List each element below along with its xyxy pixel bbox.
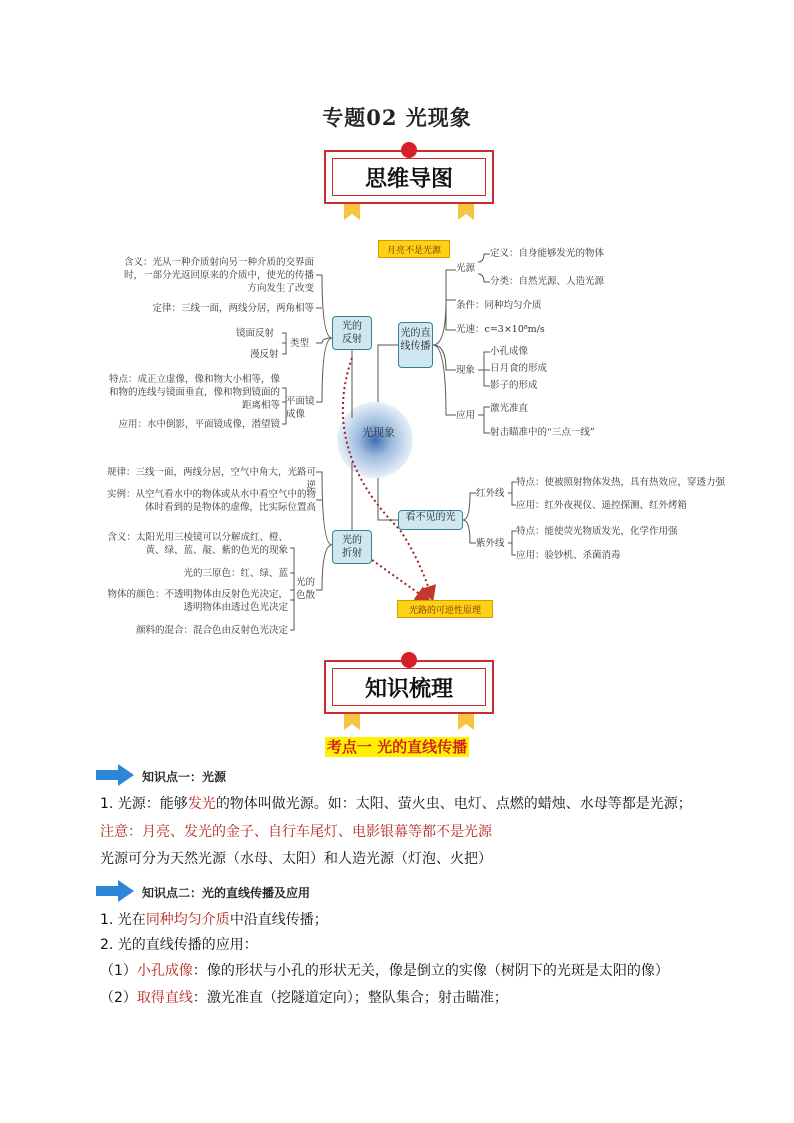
ir-label: 红外线 xyxy=(476,488,505,499)
kp2-l3-c: ：像的形状与小孔的形状无关，像是倒立的实像（树阴下的光斑是太阳的像） xyxy=(192,963,669,979)
kp2-text-b: 同种均匀介质 xyxy=(145,912,230,928)
pigment: 颜料的混合：混合色由反射色光决定 xyxy=(135,625,288,636)
condition: 条件：同种均匀介质 xyxy=(456,300,542,311)
uv-app: 应用：验钞机、杀菌消毒 xyxy=(516,550,621,561)
reflection-law: 定律：三线一面，两线分居，两角相等 xyxy=(152,303,314,314)
phen-1: 日月食的形成 xyxy=(490,363,548,374)
banner-dot xyxy=(401,652,417,668)
mindmap-center: 光现象 xyxy=(362,426,395,439)
dispersion-label: 光的色散 xyxy=(296,577,316,601)
kp2-l4-c: ：激光准直（挖隧道定向）；整队集合；射击瞄准； xyxy=(192,990,508,1006)
phen-0: 小孔成像 xyxy=(490,346,529,357)
mirror-label: 平面镜成像 xyxy=(286,396,315,420)
kp1-text-b: 发光 xyxy=(187,796,216,812)
kp1-title: 知识点一：光源 xyxy=(142,770,227,784)
phen-2: 影子的形成 xyxy=(490,380,538,391)
kp2-title: 知识点二：光的直线传播及应用 xyxy=(142,886,311,900)
mirror-feature: 特点：成正立虚像，像和物大小相等，像和物的连线与镜面垂直，像和物到镜面的距离相等 xyxy=(108,374,280,411)
kp1-line3: 光源可分为天然光源（水母、太阳）和人造光源（灯泡、火把） xyxy=(100,851,492,867)
uv-label: 紫外线 xyxy=(476,538,505,549)
dispersion-def: 含义：太阳光用三棱镜可以分解成红、橙、黄、绿、蓝、靛、紫的色光的现象 xyxy=(107,532,288,556)
mirror-app: 应用：水中倒影，平面镜成像，潜望镜 xyxy=(118,419,280,430)
kp2-line2: 2. 光的直线传播的应用： xyxy=(100,937,258,953)
center-circle xyxy=(337,402,413,478)
kp2-line1 xyxy=(100,910,328,930)
node-straight: 光的直线传播 xyxy=(398,322,433,368)
source-def: 定义：自身能够发光的物体 xyxy=(490,248,605,259)
app-1: 射击瞄准中的“三点一线” xyxy=(490,427,595,438)
kp1-text-c: 的物体叫做光源。如：太阳、萤火虫、电灯、点燃的蜡烛、水母等都是光源； xyxy=(215,796,692,812)
source-label: 光源 xyxy=(456,263,476,274)
source-class: 分类：自然光源、人造光源 xyxy=(490,276,605,287)
kp2-l3-a: （1） xyxy=(100,963,137,979)
kp2-l4-a: （2） xyxy=(100,990,137,1006)
kp2-line3 xyxy=(100,961,669,981)
page-title: 专题02 光现象 xyxy=(322,105,472,130)
app-label: 应用 xyxy=(456,410,476,421)
kp2-l3-b: 小孔成像 xyxy=(136,963,193,979)
kp2-text-c: 中沿直线传播； xyxy=(229,912,328,928)
object-color: 物体的颜色：不透明物体由反射色光决定，透明物体由透过色光决定 xyxy=(107,589,288,613)
type-label: 类型 xyxy=(290,338,310,349)
ir-feature: 特点：使被照射物体发热，具有热效应，穿透力强 xyxy=(516,477,726,488)
reflection-def: 含义：光从一种介质射向另一种介质的交界面时，一部分光返回原来的介质中，使光的传播方向发生了改变 xyxy=(123,257,314,294)
primaries: 光的三原色：红、绿、蓝 xyxy=(183,568,288,579)
kaodian-title xyxy=(0,736,794,757)
arrow-right-icon xyxy=(96,880,134,902)
kp2-l4-b: 取得直线 xyxy=(136,990,193,1006)
node-invisible: 看不见的光 xyxy=(398,510,463,530)
phen-label: 现象 xyxy=(456,365,476,376)
kp2-line4 xyxy=(100,988,508,1008)
kp1-note xyxy=(100,822,492,842)
review-banner-text: 知识梳理 xyxy=(332,668,486,706)
type-0: 镜面反射 xyxy=(236,328,275,339)
reversible-note: 光路的可逆性原理 xyxy=(397,600,493,618)
kp1-line1 xyxy=(100,794,692,814)
kaodian-text: 考点一 光的直线传播 xyxy=(326,738,468,756)
arrow-right-icon xyxy=(96,764,134,786)
uv-feature: 特点：能使荧光物质发光，化学作用强 xyxy=(516,526,678,537)
app-0: 激光准直 xyxy=(490,403,529,414)
review-banner xyxy=(324,652,494,726)
kp1-note-label: 注意： xyxy=(100,824,142,840)
refraction-example: 实例：从空气看水中的物体或从水中看空气中的物体时看到的是物体的虚像，比实际位置高 xyxy=(106,489,316,513)
node-reflection: 光的反射 xyxy=(332,316,372,350)
kp1-text-a: 1. 光源：能够 xyxy=(100,796,188,812)
refraction-law: 规律：三线一面，两线分居，空气中角大，光路可逆 xyxy=(106,467,316,491)
type-1: 漫反射 xyxy=(250,349,279,360)
mindmap-banner-text: 思维导图 xyxy=(332,158,486,196)
kp1-note-text: 月亮、发光的金子、自行车尾灯、电影银幕等都不是光源 xyxy=(142,824,492,840)
ir-app: 应用：红外夜视仪、遥控探测、红外烤箱 xyxy=(516,500,688,511)
light-speed: 光速：c=3×10⁸m/s xyxy=(456,324,545,335)
moon-note: 月亮不是光源 xyxy=(378,240,450,258)
node-refraction: 光的折射 xyxy=(332,530,372,564)
kp2-text-a: 1. 光在 xyxy=(100,912,146,928)
